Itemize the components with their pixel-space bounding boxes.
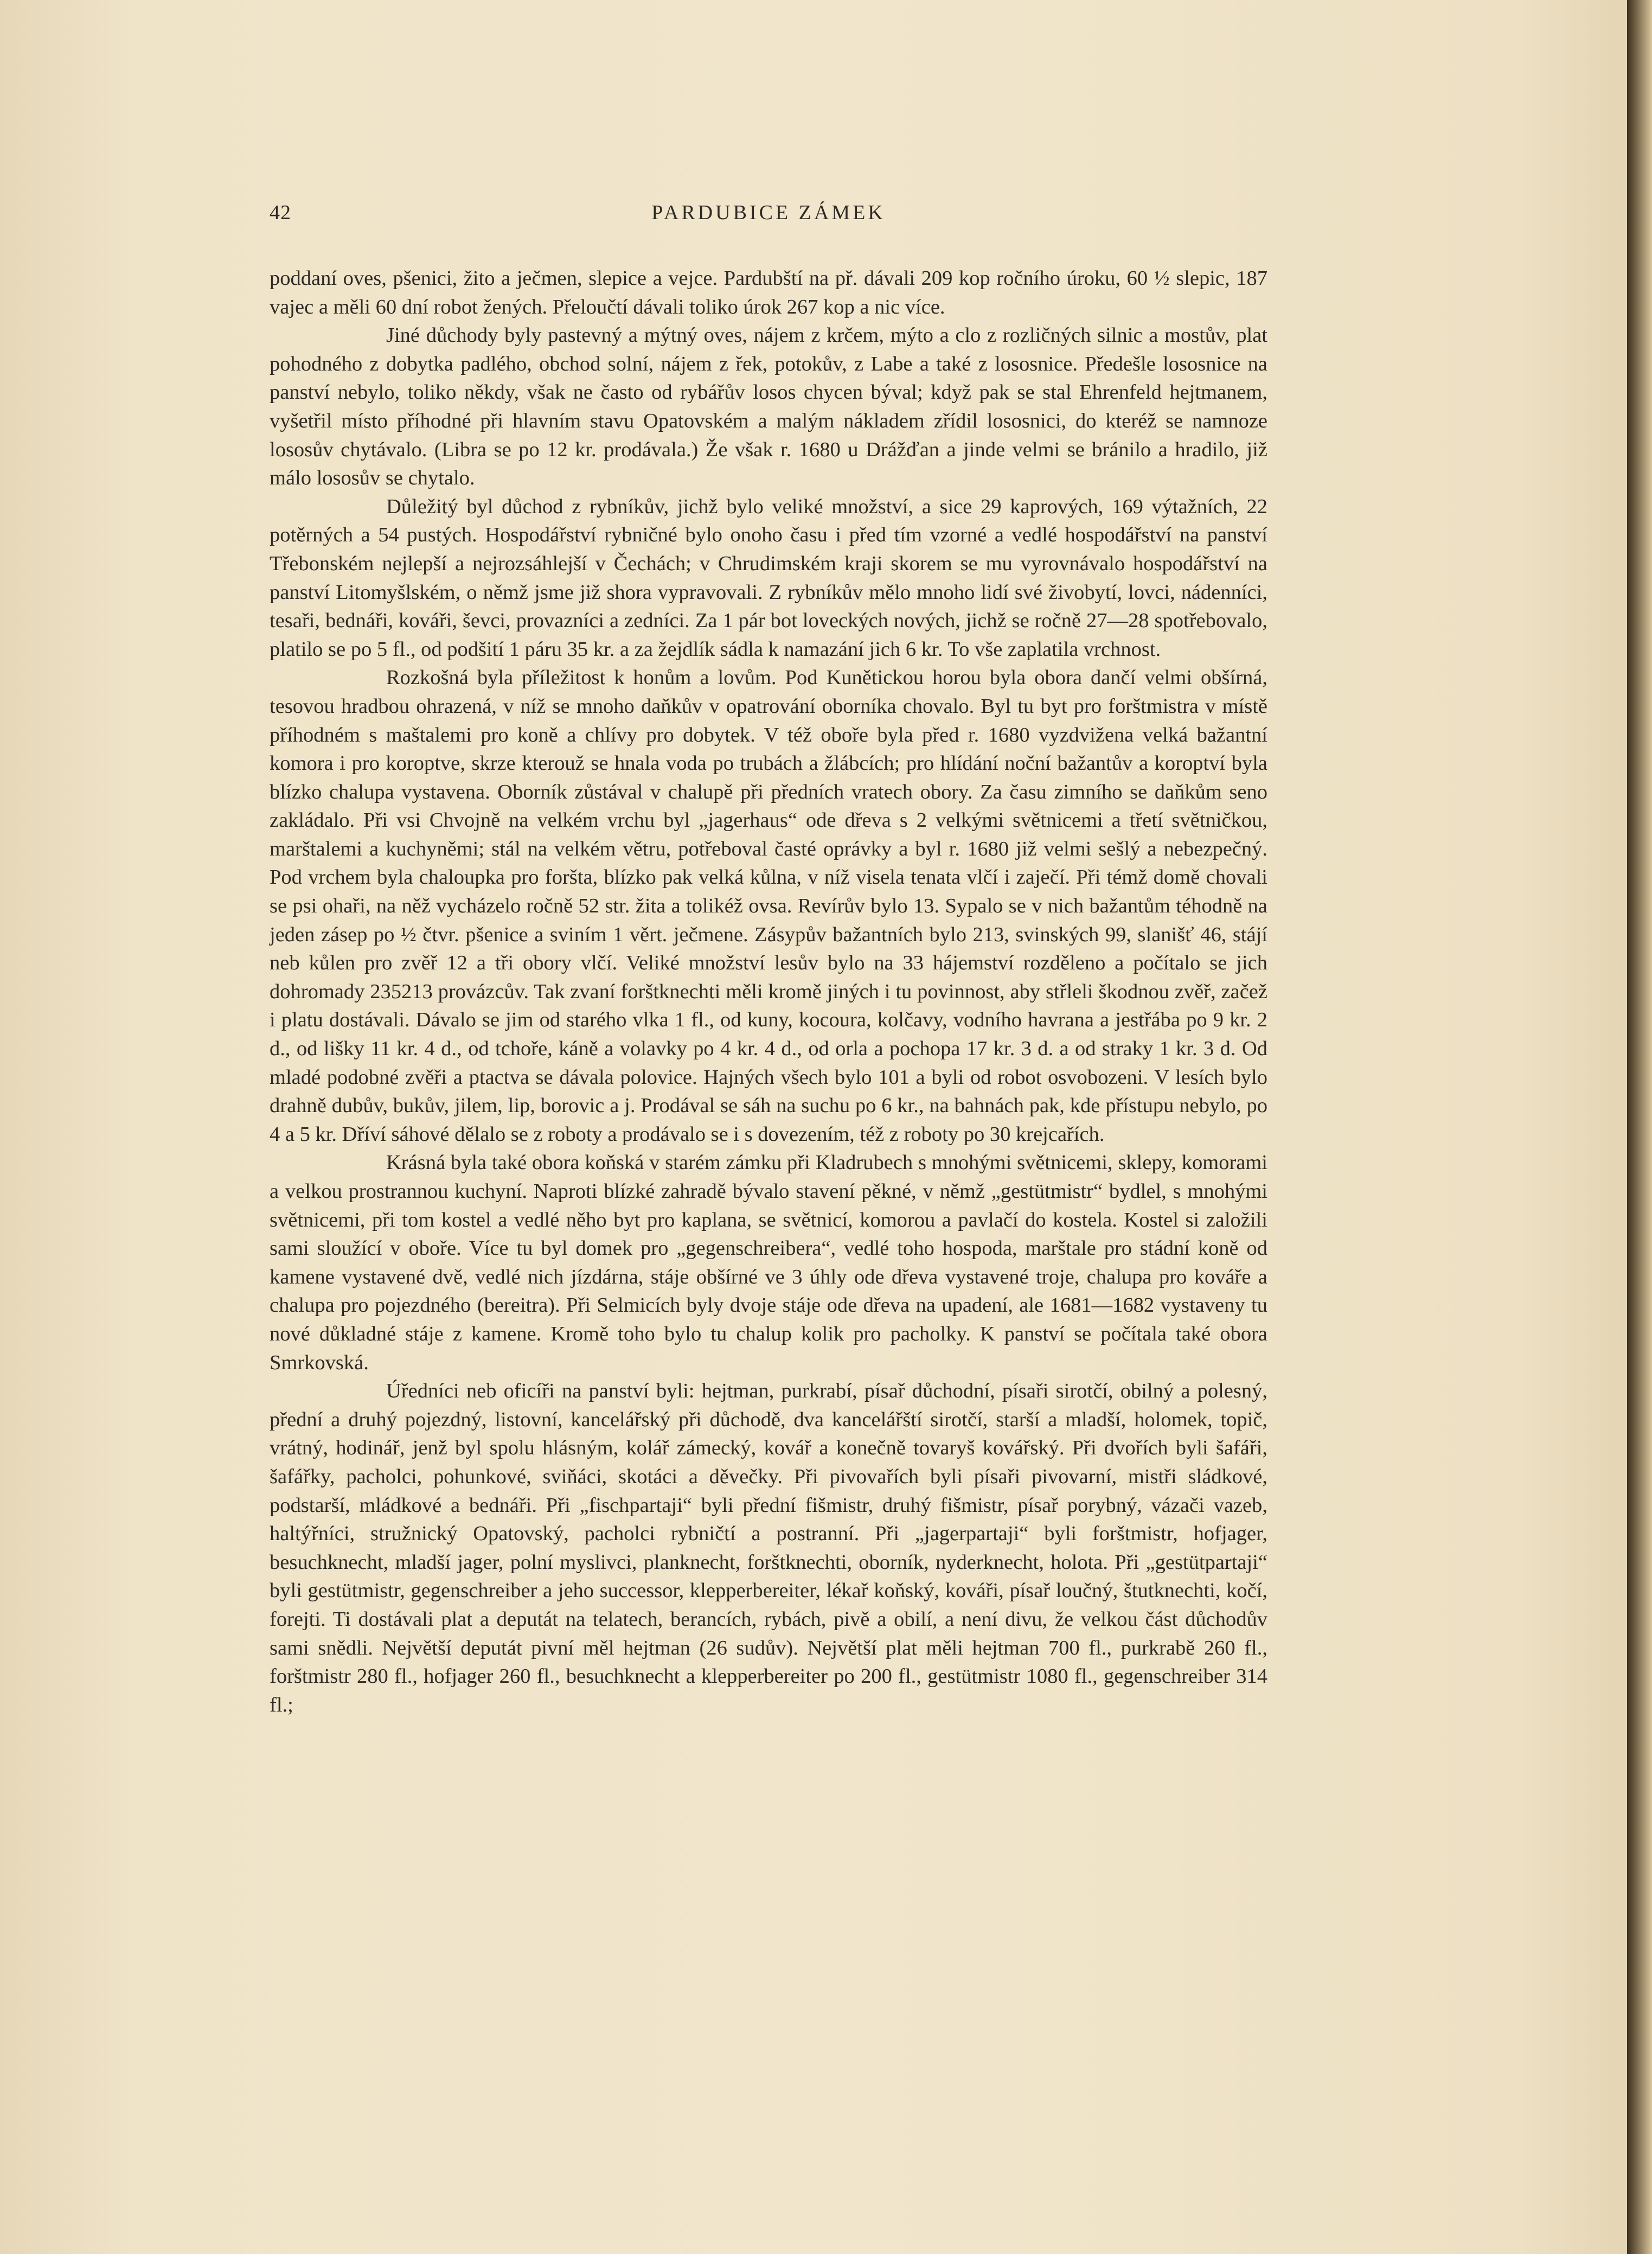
paragraph-duchody: Jiné důchody byly pastevný a mýtný oves, nájem z krčem, mýto a clo z rozličných silnic a mostův, plat pohodného z dobytka padlého, obchod solní, nájem z řek, potokův, z Labe a také z lososnice. Předešle lososnice na panství nebylo, toliko někdy, však ne často od rybářův losos chycen býval; když pak se stal Ehrenfeld hejtmanem, vyšetřil místo příhodné při hlavním stavu Opatovském a malým nákladem zřídil lososnici, do kteréž se namnoze lososův chytávalo. (Libra se po 12 kr. prodávala.) Že však r. 1680 u Drážďan a jinde velmi se bránilo a hradilo, již málo lososův se chytalo.: [270, 324, 1267, 490]
paragraph-obora-konska: Krásná byla také obora koňská v starém zámku při Kladrubech s mnohými světnicemi, sklepy, komorami a velkou prostrannou kuchyní. Naproti blízké zahradě bývalo stavení pěkné, v němž „gestütmistr“ bydlel, s mnohými světnicemi, při tom kostel a vedlé něho byt pro kaplana, se světnicí, komorou a pavlačí do kostela. Kostel si založili sami sloužící v oboře. Více tu byl domek pro „gegenschreibera“, vedlé toho hospoda, marštale pro stádní koně od kamene vystavené dvě, vedlé nich jízdárna, stáje obšírné ve 3 úhly ode dřeva vystavené troje, chalupa pro kováře a chalupa pro pojezdného (bereitra). Při Selmicích byly dvoje stáje ode dřeva na upadení, ale 1681—1682 vystaveny tu nové důkladné stáje z kamene. Kromě toho bylo tu chalup kolik pro pacholky. K panství se počítala také obora Smrkovská.: [270, 1151, 1267, 1374]
page-edge-shadow: [1627, 0, 1652, 2254]
paragraph-continued: poddaní oves, pšenici, žito a ječmen, slepice a vejce. Pardubští na př. dávali 209 kop ročního úroku, 60 ½ slepic, 187 vajec a měli 60 dní robot žených. Přeloučtí dávali toliko úrok 267 kop a nic více.: [270, 267, 1267, 318]
paragraph-rybniky: Důležitý byl důchod z rybníkův, jichž bylo veliké množství, a sice 29 kaprových, 169 výtažních, 22 potěrných a 54 pustých. Hospodářství rybničné bylo onoho času i před tím vzorné a vedlé hospodářství na panství Třebonském nejlepší a nejrozsáhlejší v Čechách; v Chrudimském kraji skorem se mu vyrovnávalo hospodářství na panství Litomyšlském, o němž jsme již shora vypravovali. Z rybníkův mělo mnoho lidí své živobytí, lovci, nádenníci, tesaři, bednáři, kováři, ševci, provazníci a zedníci. Za 1 pár bot loveckých nových, jichž se ročně 27—28 spotřebovalo, platilo se po 5 fl., od podšití 1 páru 35 kr. a za žejdlík sádla k namazání jich 6 kr. To vše zaplatila vrchnost.: [270, 495, 1267, 661]
body-text: [270, 264, 1267, 1719]
paragraph-urednici: Úředníci neb oficíři na panství byli: hejtman, purkrabí, písař důchodní, písaři sirotčí, obilný a polesný, přední a druhý pojezdný, listovní, kancelářský při důchodě, dva kancelářští sirotčí, starší a mladší, holomek, topič, vrátný, hodinář, jenž byl spolu hlásným, kolář zámecký, kovář a konečně tovaryš kovářský. Při dvořích byli šafáři, šafářky, pacholci, pohunkové, sviňáci, skotáci a děvečky. Při pivovařích byli písaři pivovarní, mistři sládkové, podstarší, mládkové a bednáři. Při „fischpartaji“ byli přední fišmistr, druhý fišmistr, písař porybný, vázači vazeb, haltýřníci, stružnický Opatovský, pacholci rybničtí a postranní. Při „jagerpartaji“ byli forštmistr, hofjager, besuchknecht, mladší jager, polní myslivci, planknecht, forštknechti, oborník, nyderknecht, holota. Při „gestütpartaji“ byli gestütmistr, gegenschreiber a jeho successor, klepperbereiter, lékař koňský, kováři, písař loučný, štutknechti, kočí, forejti. Ti dostávali plat a deputát na telatech, berancích, rybách, pivě a obilí, a není divu, že velkou část důchodův sami snědli. Největší deputát pivní měl hejtman (26 sudův). Největší plat měli hejtman 700 fl., purkrabě 260 fl., forštmistr 280 fl., hofjager 260 fl., besuchknecht a klepperbereiter po 200 fl., gestütmistr 1080 fl., gegenschreiber 314 fl.;: [270, 1380, 1267, 1716]
running-header: [270, 201, 1267, 233]
running-title: PARDUBICE ZÁMEK: [651, 201, 886, 224]
page-number: 42: [270, 201, 291, 224]
paragraph-hony: Rozkošná byla příležitost k honům a lovům. Pod Kunětickou horou byla obora dančí velmi obšírná, tesovou hradbou ohrazená, v níž se mnoho daňkův v opatrování oborníka chovalo. Byl tu byt pro forštmistra v místě příhodném s maštalemi pro koně a chlívy pro dobytek. V též oboře byla před r. 1680 vyzdvižena velká bažantní komora i pro koroptve, skrze kterouž se hnala voda po trubách a žlábcích; pro hlídání noční bažantův a koroptví byla blízko chalupa vystavena. Oborník zůstával v chalupě při předních vratech obory. Za času zimního se daňkům seno zakládalo. Při vsi Chvojně na velkém vrchu byl „jagerhaus“ ode dřeva s 2 velkými světnicemi a třetí světničkou, marštalemi a kuchyněmi; stál na velkém větru, potřeboval časté oprávky a byl r. 1680 již velmi sešlý a nebezpečný. Pod vrchem byla chaloupka pro foršta, blízko pak velká kůlna, v níž visela tenata vlčí i zaječí. Při témž domě chovali se psi ohaři, na něž vycházelo ročně 52 str. žita a tolikéž ovsa. Revírův bylo 13. Sypalo se v nich bažantům téhodně na jeden zásep po ½ čtvr. pšenice a sviním 1 věrt. ječmene. Zásypův bažantních bylo 213, svinských 99, slanišť 46, stájí neb kůlen pro zvěř 12 a tři obory vlčí. Veliké množství lesův bylo na 33 hájemství rozděleno a počítalo se jich dohromady 235213 provázcův. Tak zvaní forštknechti měli kromě jiných i tu povinnost, aby střleli škodnou zvěř, začež i platu dostávali. Dávalo se jim od starého vlka 1 fl., od kuny, kocoura, kolčavy, vodního havrana a jestřába po 9 kr. 2 d., od lišky 11 kr. 4 d., od tchoře, káně a volavky po 4 kr. 4 d., od orla a pochopa 17 kr. 3 d. a od straky 1 kr. 3 d. Od mladé podobné zvěři a ptactva se dávala polovice. Hajných všech bylo 101 a byli od robot osvobozeni. V lesích bylo drahně dubův, bukův, jilem, lip, borovic a j. Prodával se sáh na suchu po 6 kr., na bahnách pak, kde přístupu nebylo, po 4 a 5 kr. Dříví sáhové dělalo se z roboty a prodávalo se i s dovezením, též z roboty po 30 krejcařích.: [270, 666, 1267, 1146]
